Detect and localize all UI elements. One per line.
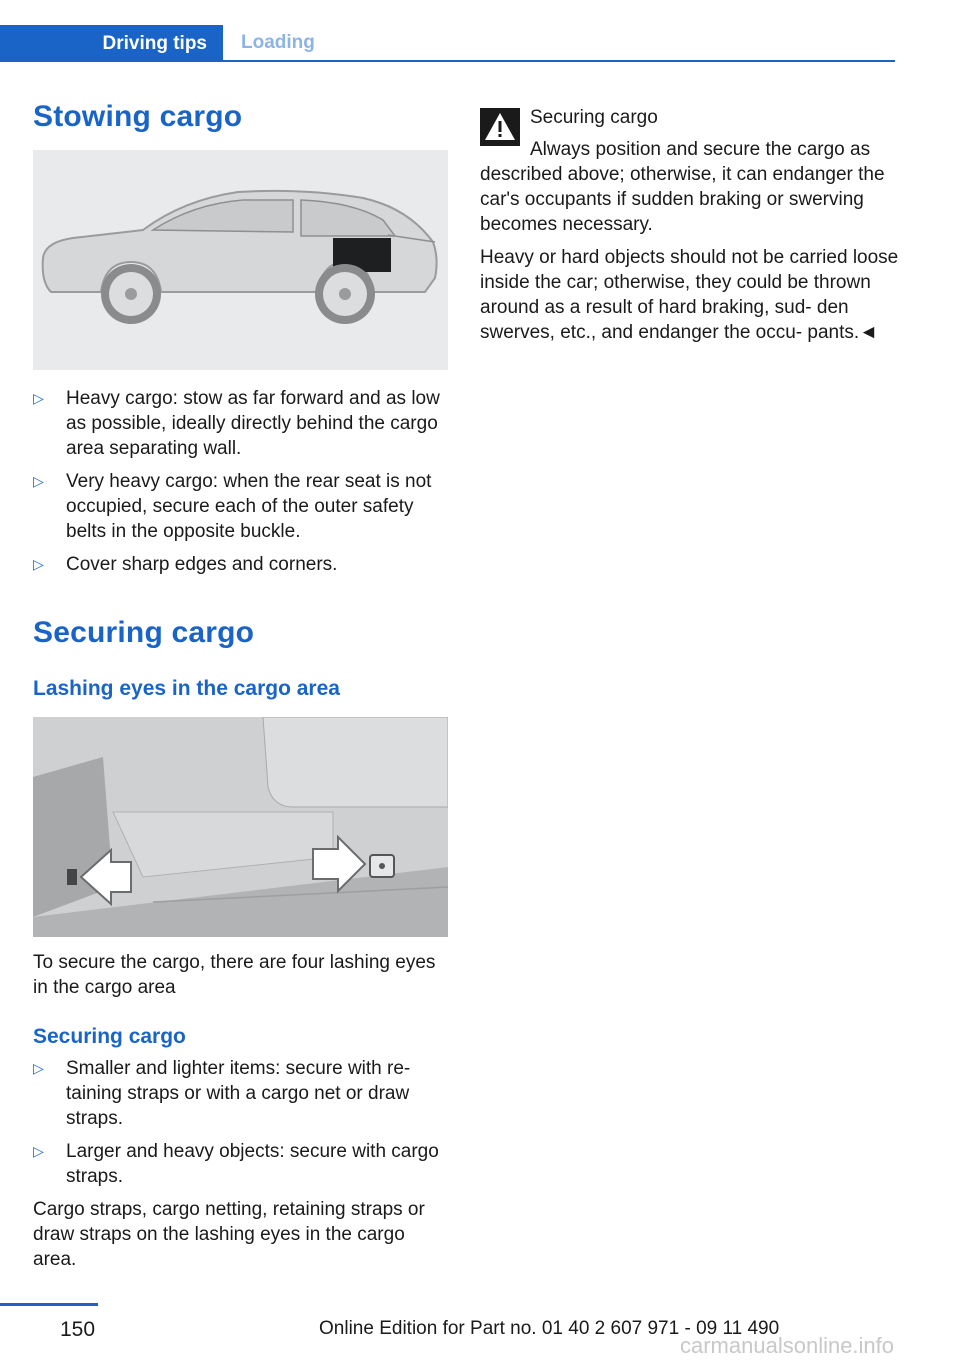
watermark: carmanualsonline.info [680, 1333, 895, 1358]
list-item: ▷ Smaller and lighter items: secure with re‐ taining straps or with a cargo net or draw straps. [33, 1058, 411, 1129]
tab-loading[interactable]: Loading [241, 32, 315, 53]
warning-body [480, 137, 900, 345]
subsection-title-lashing: Lashing eyes in the cargo area [33, 677, 340, 700]
list-item: ▷ Larger and heavy objects: secure with cargo straps. [33, 1141, 439, 1187]
triangle-bullet-icon: ▷ [33, 1143, 44, 1159]
warning-title: Securing cargo [530, 107, 658, 128]
triangle-bullet-icon: ▷ [33, 390, 44, 406]
tab-driving-tips[interactable]: Driving tips [0, 25, 223, 62]
list-item: ▷ Cover sharp edges and corners. [33, 554, 338, 575]
section-title-securing: Securing cargo [33, 616, 255, 649]
triangle-bullet-icon: ▷ [33, 1060, 44, 1076]
triangle-bullet-icon: ▷ [33, 473, 44, 489]
section-title-stowing: Stowing cargo [33, 100, 243, 133]
warning-paragraph-2: Heavy or hard objects should not be carried loose inside the car; otherwise, they could be thrown around as a result of hard braking, sud‐ den swerves, etc., and endanger the occu‐ pants.◄ [480, 247, 899, 343]
list-item: ▷ Heavy cargo: stow as far forward and as low as possible, ideally directly behind the cargo area separating wall. [33, 388, 440, 459]
car-side-illustration [33, 150, 448, 370]
footer-divider [0, 1303, 98, 1306]
cargo-area-photo [33, 717, 448, 937]
page-number: 150 [60, 1318, 96, 1341]
lashing-description: To secure the cargo, there are four lashing eyes in the cargo area [33, 952, 436, 998]
closing-paragraph: Cargo straps, cargo netting, retaining straps or draw straps on the lashing eyes in the cargo area. [33, 1199, 425, 1270]
subsection-title-securing: Securing cargo [33, 1025, 186, 1048]
triangle-bullet-icon: ▷ [33, 556, 44, 572]
header-divider [0, 60, 895, 62]
secure-list [33, 1056, 448, 1197]
warning-paragraph-1: Always position and secure the cargo as described above; otherwise, it can endanger the car's occupants if sudden braking or swerving becomes necessary. [480, 139, 885, 235]
list-item: ▷ Very heavy cargo: when the rear seat is not occupied, secure each of the outer safety belts in the opposite buckle. [33, 471, 432, 542]
edition-note: Online Edition for Part no. 01 40 2 607 971 - 09 11 490 [319, 1318, 780, 1339]
stow-list [33, 386, 448, 585]
